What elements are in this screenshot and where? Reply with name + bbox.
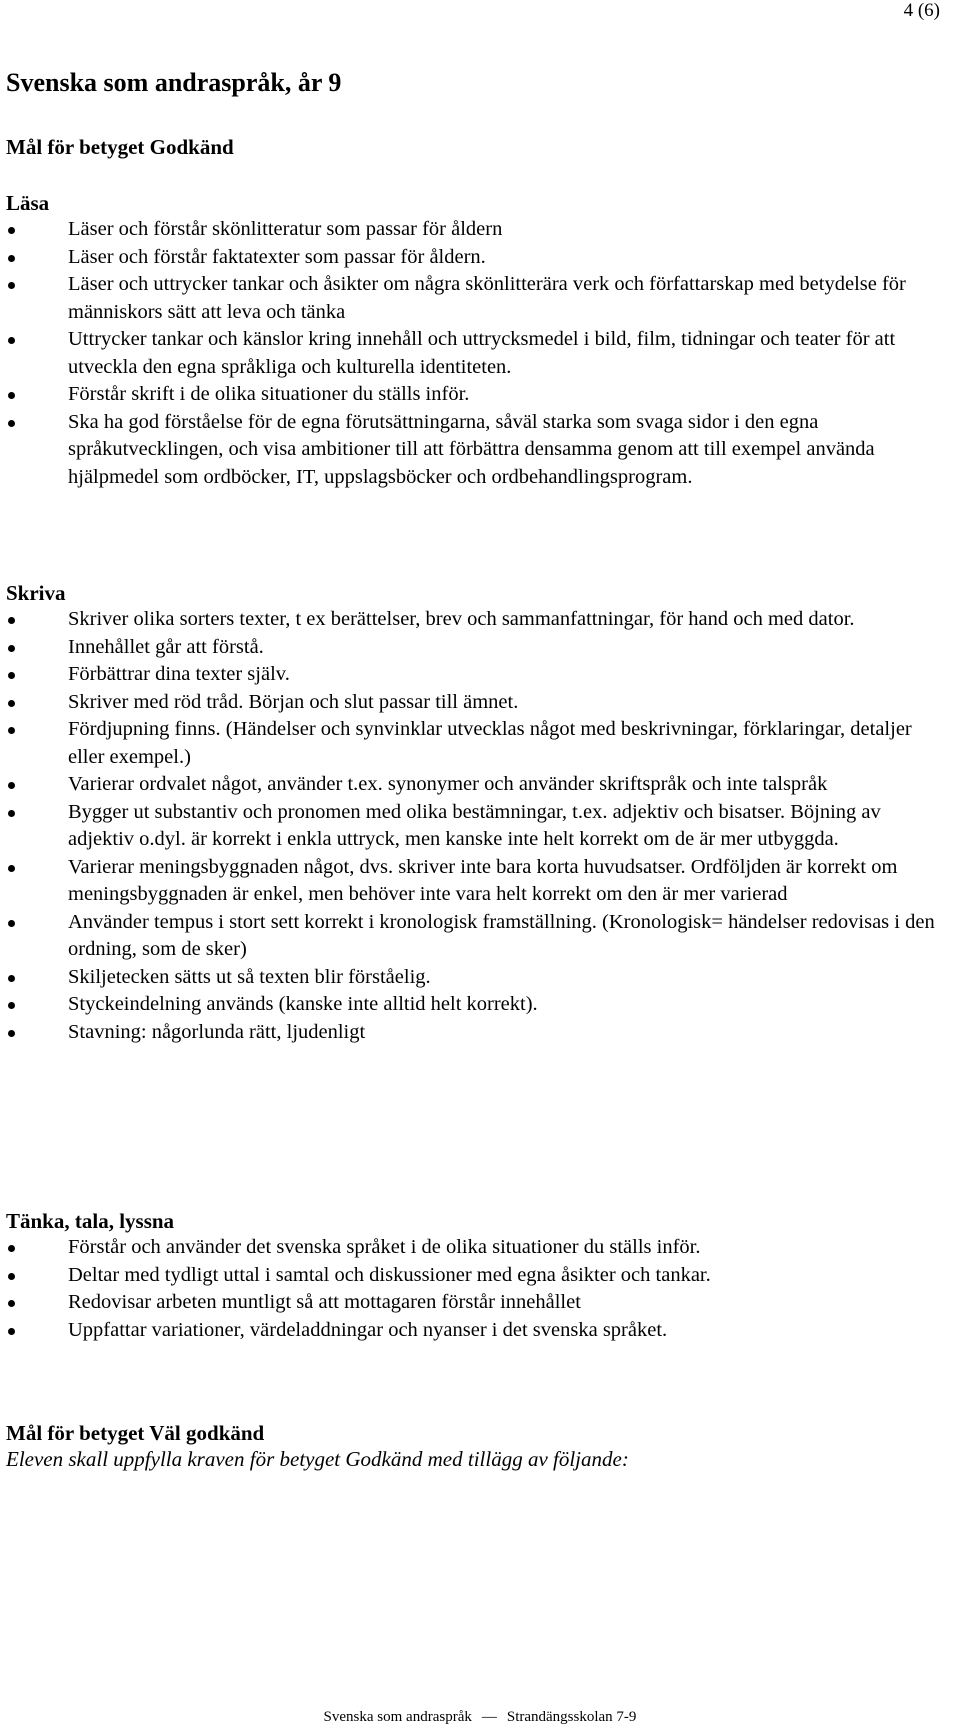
list-item	[6, 716, 946, 771]
bullet-icon	[8, 810, 15, 817]
list-item-text: Varierar ordvalet något, använder t.ex. synonymer och använder skriftspråk och inte talspråk	[68, 773, 828, 795]
list-item-text: Läser och uttrycker tankar och åsikter om några skönlitterära verk och författarskap med betydelse för människors sätt att leva och tänka	[68, 273, 906, 323]
list-item	[6, 689, 946, 717]
list-item	[6, 799, 946, 854]
list-item	[6, 661, 946, 689]
bullet-icon	[8, 1300, 15, 1307]
list-item-text: Skriver med röd tråd. Början och slut passar till ämnet.	[68, 690, 519, 713]
page-number: 4 (6)	[903, 0, 940, 21]
footer-dash: —	[481, 1709, 497, 1725]
section-heading-tanka: Tänka, tala, lyssna	[6, 1209, 175, 1233]
list-item	[6, 634, 946, 662]
section-heading-lasa: Läsa	[6, 191, 50, 215]
bullet-icon	[8, 1245, 15, 1252]
list-item-text: Redovisar arbeten muntligt så att mottagaren förstår innehållet	[68, 1291, 581, 1313]
footer-subject: Svenska som andraspråk	[323, 1709, 472, 1725]
list-item-text: Skiljetecken sätts ut så texten blir förståelig.	[68, 965, 431, 988]
list-item-text: Innehållet går att förstå.	[68, 635, 264, 658]
list-item-text: Förbättrar dina texter själv.	[68, 663, 290, 685]
list-item-text: Skriver olika sorters texter, t ex berättelser, brev och sammanfattningar, för hand och med dator.	[68, 608, 855, 630]
list-item	[6, 326, 946, 381]
section-tanka	[6, 1208, 946, 1344]
list-item-text: Läser och förstår faktatexter som passar för åldern.	[68, 245, 486, 268]
list-item-text: Läser och förstår skönlitteratur som passar för åldern	[68, 218, 503, 240]
bullet-icon	[8, 975, 15, 982]
list-item-text: Deltar med tydligt uttal i samtal och diskussioner med egna åsikter och tankar.	[68, 1263, 711, 1286]
list-item	[6, 1289, 946, 1317]
list-item	[6, 991, 946, 1019]
bullet-icon	[8, 672, 15, 679]
bullet-icon	[8, 617, 15, 624]
list-item	[6, 244, 946, 272]
bullet-icon	[8, 255, 15, 262]
bullet-icon	[8, 282, 15, 289]
list-item-text: Fördjupning finns. (Händelser och synvinklar utvecklas något med beskrivningar, förklaringar, detaljer eller exempel.)	[68, 718, 912, 768]
list-item	[6, 271, 946, 326]
bullet-list-tanka	[6, 1234, 946, 1344]
list-item-text: Använder tempus i stort sett korrekt i kronologisk framställning. (Kronologisk= händelser redovisas i den ordning, som de sker)	[68, 910, 935, 960]
goal-heading-val-godkand: Mål för betyget Väl godkänd	[6, 1421, 265, 1445]
list-item	[6, 409, 946, 492]
footer-school: Strandängsskolan 7-9	[506, 1709, 637, 1725]
section-heading-skriva: Skriva	[6, 581, 66, 605]
list-item	[6, 1234, 946, 1262]
goal-heading-godkand: Mål för betyget Godkänd	[6, 135, 234, 159]
goal-intro: Eleven skall uppfylla kraven för betyget Godkänd med tillägg av följande:	[6, 1447, 629, 1471]
list-item	[6, 1262, 946, 1290]
bullet-icon	[8, 920, 15, 927]
list-item-text: Uttrycker tankar och känslor kring innehåll och uttrycksmedel i bild, film, tidningar och teater för att utveckla den egna språkliga och kulturella identiteten.	[68, 328, 896, 378]
list-item	[6, 1019, 946, 1047]
bullet-icon	[8, 337, 15, 344]
list-item-text: Förstår och använder det svenska språket i de olika situationer du ställs inför.	[68, 1236, 701, 1258]
document-title: Svenska som andraspråk, år 9	[6, 68, 342, 97]
bullet-list-lasa	[6, 216, 946, 491]
page-footer	[0, 1708, 960, 1726]
bullet-icon	[8, 865, 15, 872]
bullet-icon	[8, 392, 15, 399]
list-item-text: Stavning: någorlunda rätt, ljudenligt	[68, 1020, 366, 1043]
list-item	[6, 964, 946, 992]
list-item	[6, 381, 946, 409]
bullet-icon	[8, 782, 15, 789]
section-val-godkand	[6, 1420, 946, 1472]
list-item	[6, 1317, 946, 1345]
list-item-text: Ska ha god förståelse för de egna förutsättningarna, såväl starka som svaga sidor i den egna språkutvecklingen, och visa ambitioner till att förbättra densamma genom att till exempel använda hjälpmedel som ordböcker, IT, uppslagsböcker och ordbehandlingsprogram.	[68, 410, 875, 488]
section-skriva	[6, 580, 946, 1046]
bullet-list-skriva	[6, 606, 946, 1046]
bullet-icon	[8, 700, 15, 707]
bullet-icon	[8, 645, 15, 652]
bullet-icon	[8, 1328, 15, 1335]
list-item-text: Styckeindelning används (kanske inte alltid helt korrekt).	[68, 993, 538, 1015]
bullet-icon	[8, 727, 15, 734]
list-item	[6, 854, 946, 909]
list-item-text: Bygger ut substantiv och pronomen med olika bestämningar, t.ex. adjektiv och bisatser. Böjning av adjektiv o.dyl. är korrekt i enkla uttryck, men kanske inte helt korrekt om de är mer utbyggda.	[68, 800, 881, 850]
list-item-text: Varierar meningsbyggnaden något, dvs. skriver inte bara korta huvudsatser. Ordföljden är korrekt om meningsbyggnaden är enkel, men behöver inte vara helt korrekt om den är mer varierad	[68, 855, 898, 905]
list-item	[6, 216, 946, 244]
bullet-icon	[8, 1030, 15, 1037]
list-item	[6, 606, 946, 634]
list-item	[6, 771, 946, 799]
list-item	[6, 909, 946, 964]
section-lasa	[6, 190, 946, 491]
bullet-icon	[8, 1002, 15, 1009]
bullet-icon	[8, 227, 15, 234]
list-item-text: Förstår skrift i de olika situationer du ställs inför.	[68, 383, 470, 405]
bullet-icon	[8, 420, 15, 427]
list-item-text: Uppfattar variationer, värdeladdningar och nyanser i det svenska språket.	[68, 1318, 668, 1341]
bullet-icon	[8, 1273, 15, 1280]
